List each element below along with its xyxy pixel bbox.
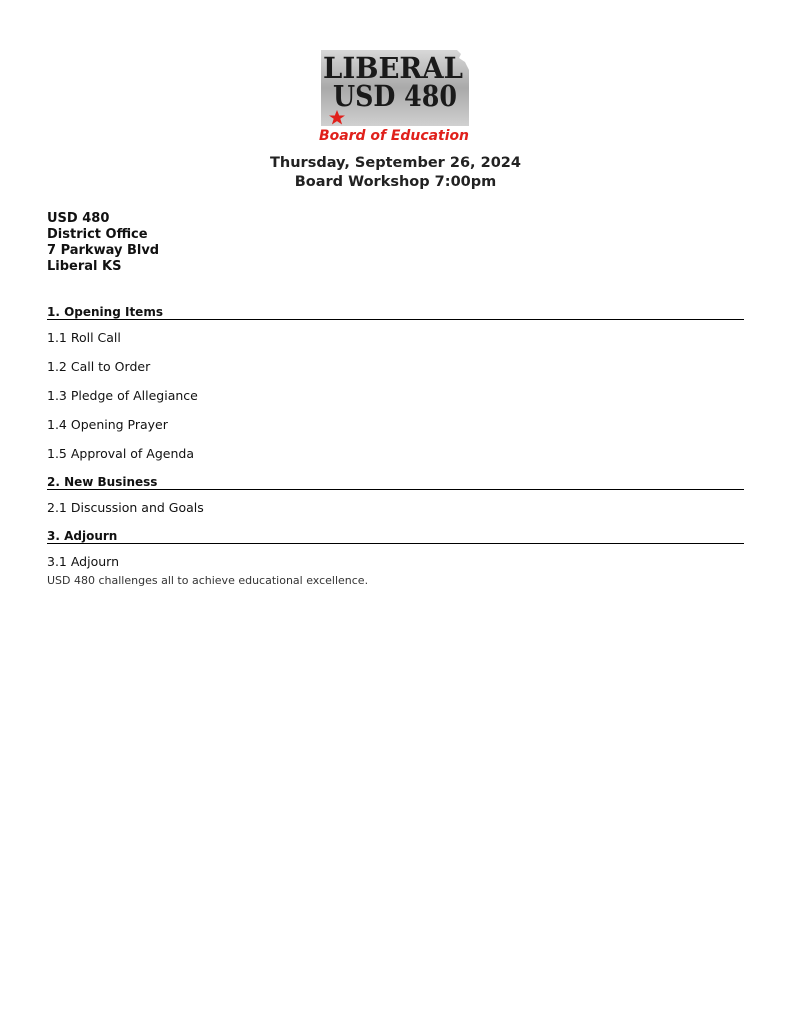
agenda-item: 2.1 Discussion and Goals xyxy=(47,500,204,515)
meeting-type: Board Workshop 7:00pm xyxy=(294,174,497,190)
logo-line1: LIBERAL xyxy=(323,51,463,85)
logo-tagline: Board of Education xyxy=(319,128,470,144)
meeting-date: Thursday, September 26, 2024 xyxy=(270,155,521,171)
address-line: USD 480 xyxy=(47,211,110,226)
address-block xyxy=(47,211,159,275)
section-heading-new-business: 2. New Business xyxy=(47,475,744,490)
address-line: 7 Parkway Blvd xyxy=(47,243,160,258)
section-heading-adjourn: 3. Adjourn xyxy=(47,529,744,544)
address-line: Liberal KS xyxy=(47,259,122,274)
agenda-item: 1.5 Approval of Agenda xyxy=(47,446,195,461)
agenda-item: 1.2 Call to Order xyxy=(47,359,151,374)
section-heading-opening-items: 1. Opening Items xyxy=(47,305,744,320)
agenda-item: 1.1 Roll Call xyxy=(47,330,121,345)
address-line: District Office xyxy=(47,227,148,242)
district-logo xyxy=(319,48,474,144)
mission-statement: USD 480 challenges all to achieve educational excellence. xyxy=(47,574,369,587)
agenda-item: 3.1 Adjourn xyxy=(47,554,120,569)
agenda-item: 1.4 Opening Prayer xyxy=(47,417,168,432)
agenda-item: 1.3 Pledge of Allegiance xyxy=(47,388,198,403)
logo-line2: USD 480 xyxy=(333,79,457,113)
